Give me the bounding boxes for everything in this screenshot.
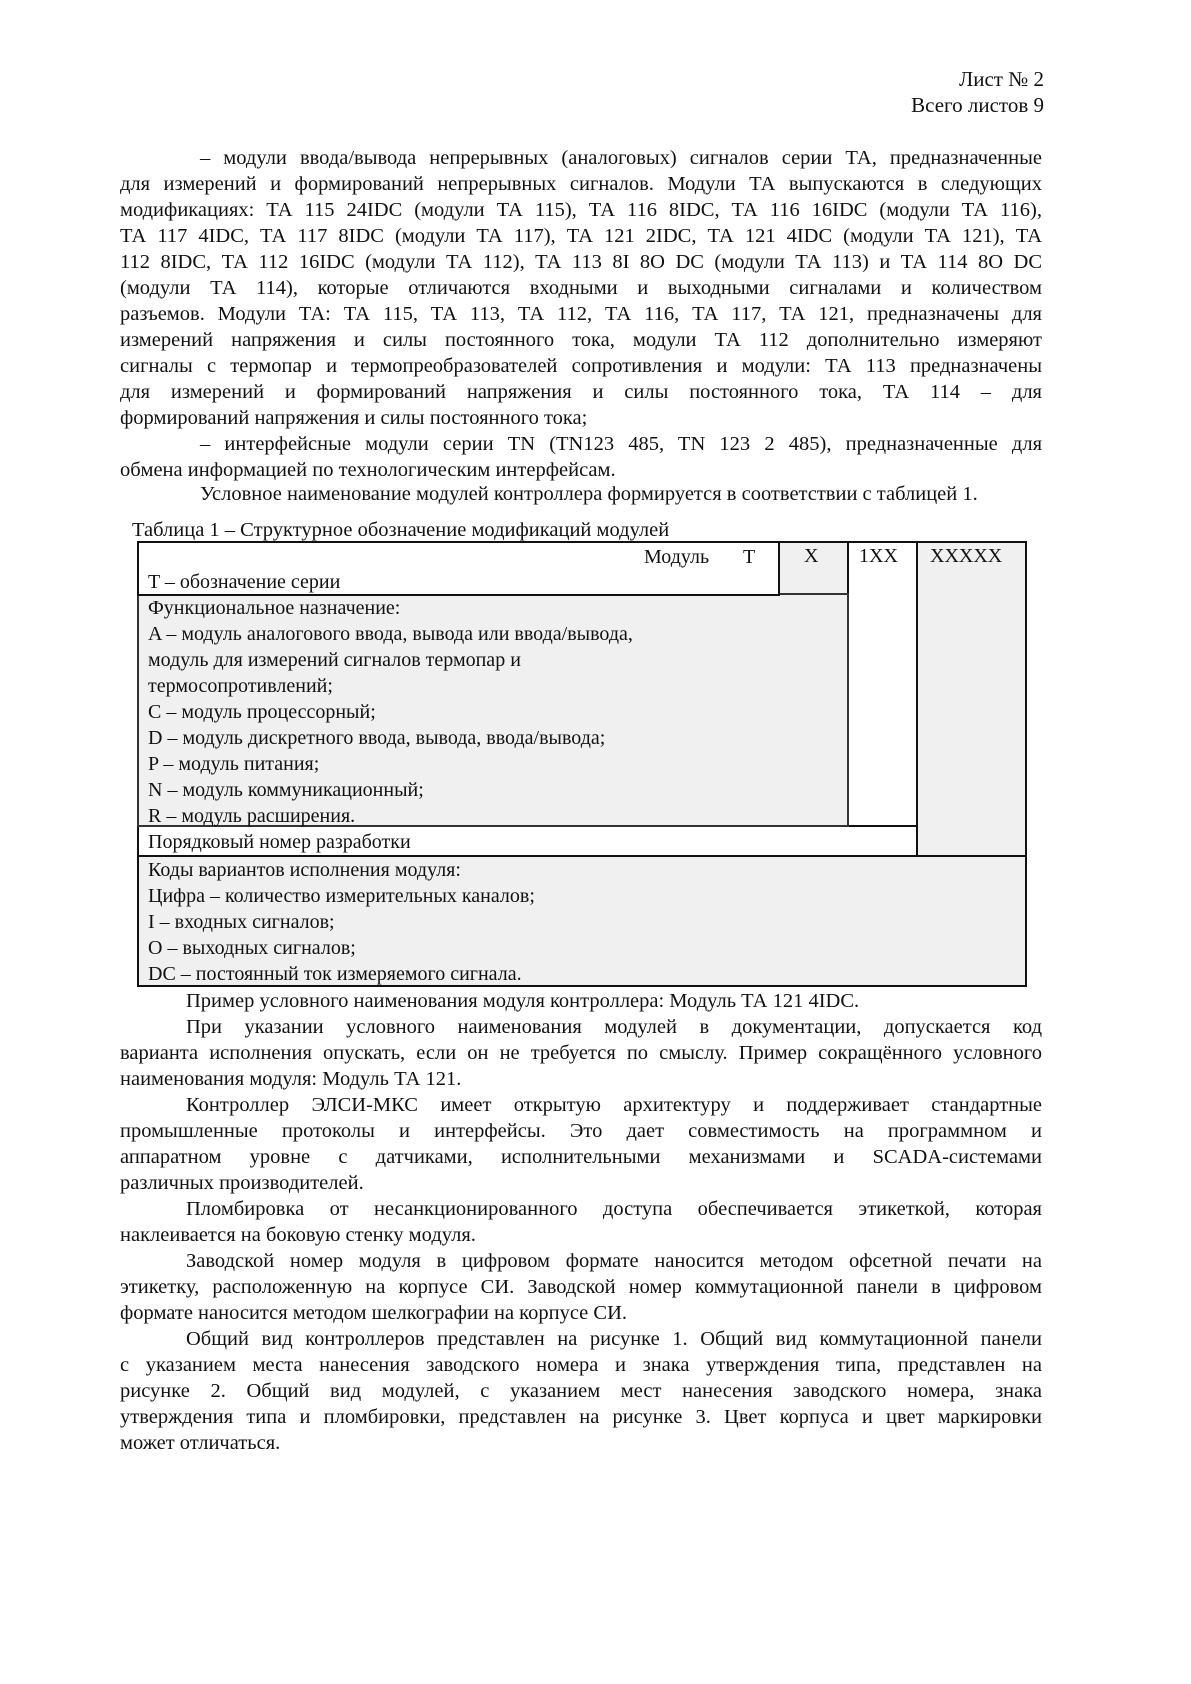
function-line: C – модуль процессорный; bbox=[148, 701, 376, 723]
function-line: P – модуль питания; bbox=[148, 753, 320, 775]
text-line: рисунке 2. Общий вид модулей, с указанием мест нанесения заводского номера, знака bbox=[120, 1380, 1042, 1402]
text-line: 112 8IDC, ТА 112 16IDC (модули ТА 112), ТА 113 8I 8O DC (модули ТА 113) и ТА 114 8O DC bbox=[120, 251, 1042, 273]
text-line: Контроллер ЭЛСИ-МКС имеет открытую архитектуру и поддерживает стандартные bbox=[186, 1094, 1042, 1116]
variant-codes-title: Коды вариантов исполнения модуля: bbox=[148, 859, 461, 881]
text-line: (модули ТА 114), которые отличаются входными и выходными сигналами и количеством bbox=[120, 277, 1042, 299]
table-intro: Условное наименование модулей контроллера формируется в соответствии с таблицей 1. bbox=[200, 483, 978, 505]
sheet-total: Всего листов 9 bbox=[911, 93, 1044, 117]
text-line: Пломбировка от несанкционированного доступа обеспечивается этикеткой, которая bbox=[186, 1198, 1042, 1220]
text-line: Заводской номер модуля в цифровом формате наносится методом офсетной печати на bbox=[186, 1250, 1042, 1272]
text-line: – интерфейсные модули серии TN (TN123 485, TN 123 2 485), предназначенные для bbox=[200, 433, 1042, 455]
function-title: Функциональное назначение: bbox=[148, 597, 401, 619]
text-line: аппаратном уровне с датчиками, исполнительными механизмами и SCADA-системами bbox=[120, 1146, 1042, 1168]
text-line: Общий вид контроллеров представлен на рисунке 1. Общий вид коммутационной панели bbox=[186, 1328, 1042, 1350]
paragraph-block bbox=[120, 1014, 1042, 1456]
serial-number-cell bbox=[137, 825, 918, 857]
serial-number-label: Порядковый номер разработки bbox=[148, 831, 411, 853]
variant-codes-cell bbox=[137, 855, 1027, 987]
text-line: измерений напряжения и силы постоянного тока, модули ТА 112 дополнительно измеряют bbox=[120, 329, 1042, 351]
text-line: обмена информацией по технологическим интерфейсам. bbox=[120, 459, 616, 481]
text-line: для измерений и формирований непрерывных сигналов. Модули ТА выпускаются в следующих bbox=[120, 173, 1042, 195]
series-label: T – обозначение серии bbox=[148, 571, 341, 593]
text-line: сигналы с термопар и термопреобразователей сопротивления и модули: ТА 113 предназначены bbox=[120, 355, 1042, 377]
dev-number-column bbox=[847, 541, 918, 857]
text-line: ТА 117 4IDC, ТА 117 8IDC (модули ТА 117), ТА 121 2IDC, ТА 121 4IDC (модули ТА 121), ТА bbox=[120, 225, 1042, 247]
variant-code: XXXXX bbox=[930, 545, 1003, 567]
text-line: формирований напряжения и силы постоянного тока; bbox=[120, 407, 588, 429]
text-line: формате наносится методом шелкографии на корпусе СИ. bbox=[120, 1302, 627, 1324]
text-line: промышленные протоколы и интерфейсы. Это дает совместимость на программном и bbox=[120, 1120, 1042, 1142]
text-line: утверждения типа и пломбировки, представлен на рисунке 3. Цвет корпуса и цвет маркировки bbox=[120, 1406, 1042, 1428]
text-line: наклеивается на боковую стенку модуля. bbox=[120, 1224, 476, 1246]
sheet-header bbox=[911, 66, 1044, 118]
text-line: модификациях: ТА 115 24IDC (модули ТА 115), ТА 116 8IDC, ТА 116 16IDC (модули ТА 116), bbox=[120, 199, 1042, 221]
function-code: X bbox=[804, 545, 819, 567]
text-line: разъемов. Модули ТА: ТА 115, ТА 113, ТА 112, ТА 116, ТА 117, ТА 121, предназначены для bbox=[120, 303, 1042, 325]
function-line: R – модуль расширения. bbox=[148, 805, 356, 827]
example-name: Пример условного наименования модуля контроллера: Модуль ТА 121 4IDC. bbox=[186, 990, 860, 1012]
function-line: N – модуль коммуникационный; bbox=[148, 779, 424, 801]
function-line: термосопротивлений; bbox=[148, 675, 333, 697]
text-line: этикетку, расположенную на корпусе СИ. Заводской номер коммутационной панели в цифровом bbox=[120, 1276, 1042, 1298]
text-line: для измерений и формирований напряжения и силы постоянного тока, ТА 114 – для bbox=[120, 381, 1042, 403]
text-line: варианта исполнения опускать, если он не требуется по смыслу. Пример сокращённого условного bbox=[120, 1042, 1042, 1064]
variant-column-border bbox=[916, 541, 918, 857]
text-line: – модули ввода/вывода непрерывных (аналоговых) сигналов серии ТА, предназначенные bbox=[200, 147, 1042, 169]
series-cell bbox=[137, 541, 780, 596]
variant-code-line: DC – постоянный ток измеряемого сигнала. bbox=[148, 963, 522, 985]
dev-number-code: 1XX bbox=[859, 545, 898, 567]
text-line: может отличаться. bbox=[120, 1432, 281, 1454]
text-line: наименования модуля: Модуль ТА 121. bbox=[120, 1068, 462, 1090]
function-line: D – модуль дискретного ввода, вывода, ввода/вывода; bbox=[148, 727, 606, 749]
function-cell bbox=[137, 593, 849, 827]
table-caption: Таблица 1 – Структурное обозначение модификаций модулей bbox=[132, 519, 670, 541]
text-line: При указании условного наименования модулей в документации, допускается код bbox=[186, 1016, 1042, 1038]
paragraph-ta-modules bbox=[120, 145, 1042, 483]
function-line: модуль для измерений сигналов термопар и bbox=[148, 649, 521, 671]
variant-code-line: O – выходных сигналов; bbox=[148, 937, 356, 959]
module-label: Модуль bbox=[644, 546, 710, 568]
variant-code-line: Цифра – количество измерительных каналов; bbox=[148, 885, 535, 907]
text-line: с указанием места нанесения заводского номера и знака утверждения типа, представлен на bbox=[120, 1354, 1042, 1376]
series-code: T bbox=[743, 546, 756, 568]
variant-code-line: I – входных сигналов; bbox=[148, 911, 335, 933]
text-line: различных производителей. bbox=[120, 1172, 364, 1194]
sheet-number: Лист № 2 bbox=[958, 67, 1044, 91]
function-line: A – модуль аналогового ввода, вывода или ввода/вывода, bbox=[148, 623, 633, 645]
